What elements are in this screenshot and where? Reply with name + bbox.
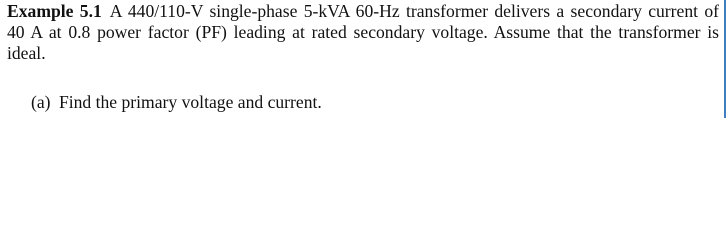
part-a	[31, 92, 322, 113]
part-a-label: (a)	[31, 92, 51, 112]
example-label: Example 5.1	[7, 1, 102, 21]
example-paragraph	[7, 1, 719, 64]
page-edge-rule	[724, 0, 726, 118]
example-text: A 440/110-V single-phase 5-kVA 60-Hz transformer delivers a secondary current of 40 A at 0.8 power factor (PF) leading at rated secondary voltage. Assume that the transformer is ideal.	[7, 1, 719, 63]
part-a-text: Find the primary voltage and current.	[58, 92, 322, 112]
